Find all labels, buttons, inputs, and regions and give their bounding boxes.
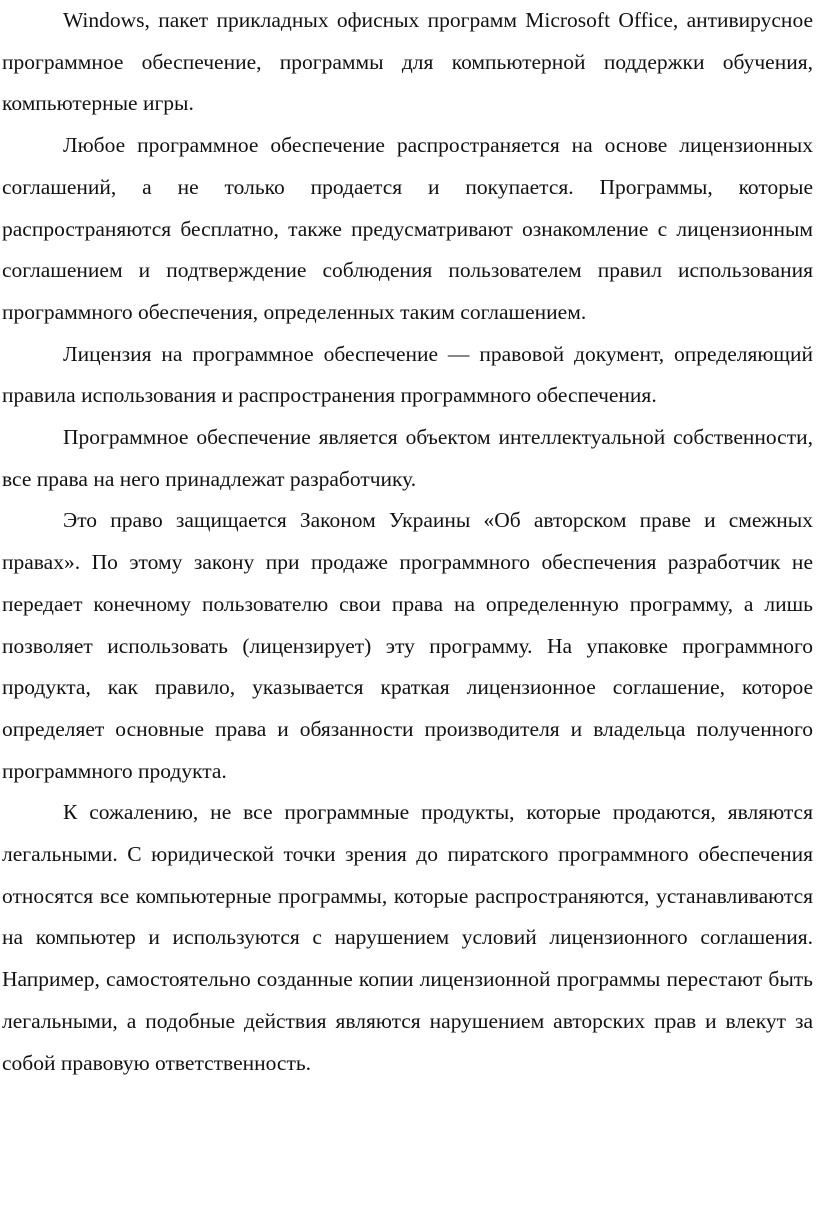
paragraph-3: Лицензия на программное обеспечение — правовой документ, определяющий правила использования и распространения программного обеспечения. (2, 341, 813, 408)
paragraph-1: Windows, пакет прикладных офисных программ Microsoft Office, антивирусное программное обеспечение, программы для компьютерной поддержки обучения, компьютерные игры. (2, 8, 813, 116)
paragraph-2: Любое программное обеспечение распространяется на основе лицензионных соглашений, а не только продается и покупается. Программы, которые распространяются бесплатно, также предусматривают ознакомление с лицензионным соглашением и подтверждение соблюдения пользователем правил использования программного обеспечения, определенных таким соглашением. (2, 133, 813, 324)
paragraph-4: Программное обеспечение является объектом интеллектуальной собственности, все права на него принадлежат разработчику. (2, 425, 813, 491)
paragraph-6: К сожалению, не все программные продукты, которые продаются, являются легальными. С юридической точки зрения до пиратского программного обеспечения относятся все компьютерные программы, которые распространяются, устанавливаются на компьютер и используются с нарушением условий лицензионного соглашения. Например, самостоятельно созданные копии лицензионной программы перестают быть легальными, а подобные действия являются нарушением авторских прав и влекут за собой правовую ответственность. (2, 800, 813, 1075)
paragraph-5: Это право защищается Законом Украины «Об авторском праве и смежных правах». По этому закону при продаже программного обеспечения разработчик не передает конечному пользователю свои права на определенную программу, а лишь позволяет использовать (лицензирует) эту программу. На упаковке программного продукта, как правило, указывается краткая лицензионное соглашение, которое определяет основные права и обязанности производителя и владельца полученного программного продукта. (2, 508, 813, 783)
